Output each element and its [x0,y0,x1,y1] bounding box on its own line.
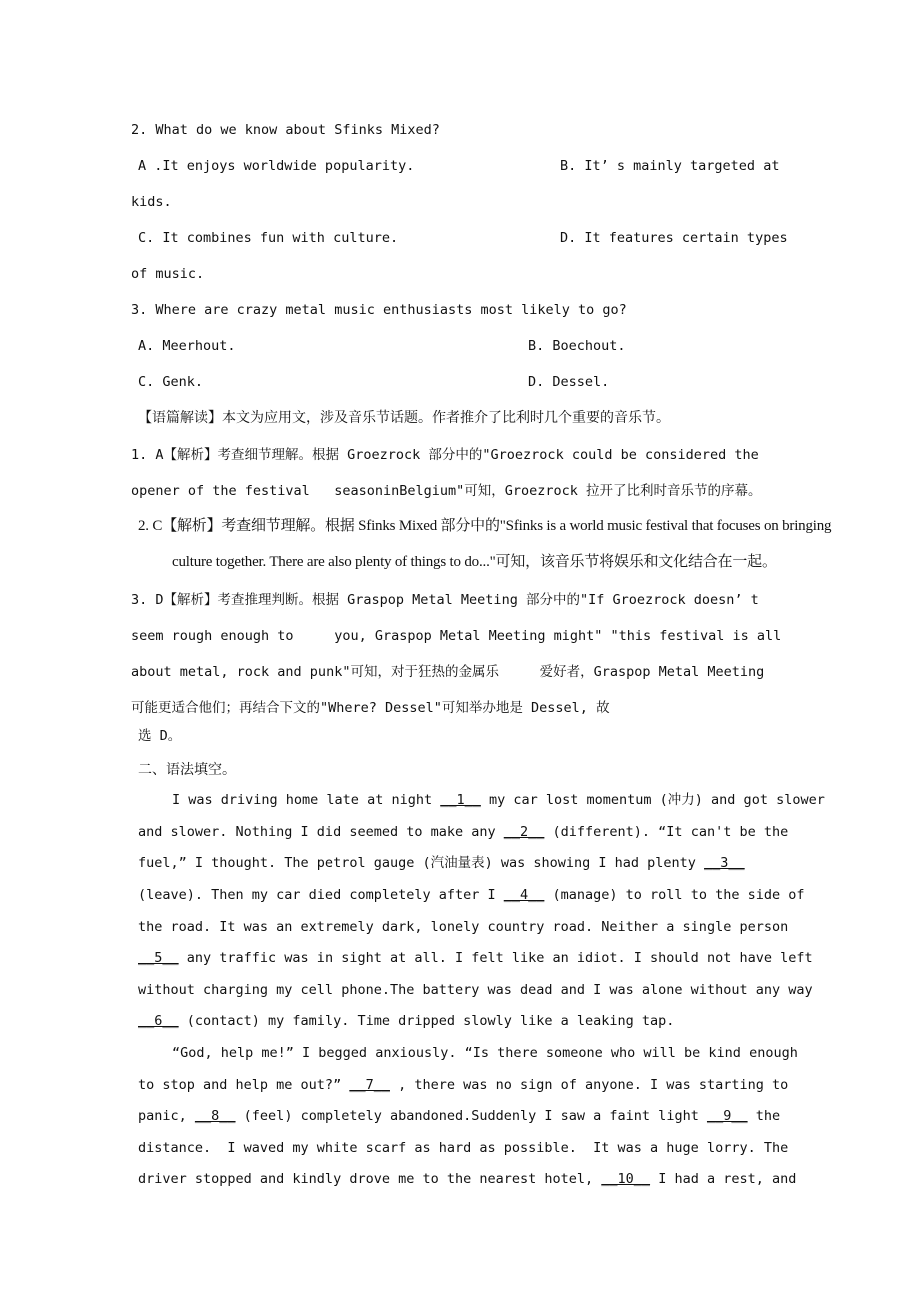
q2-option-a: A .It enjoys worldwide popularity. [138,158,415,174]
p1-line-6 [138,948,813,968]
analysis-3-line-4: 可能更适合他们；再结合下文的"Where? Dessel"可知举办地是 Dessel, 故 [131,700,610,716]
q2-option-c: C. It combines fun with culture. [138,230,399,246]
text-run: panic, [138,1108,195,1124]
p1-line-8 [138,1011,674,1031]
q3-option-c: C. Genk. [138,374,204,390]
blank-6[interactable]: __6__ [138,1013,179,1029]
q2-stem: 2. What do we know about Sfinks Mixed? [131,122,440,138]
analysis-intro: 【语篇解读】本文为应用文，涉及音乐节话题。作者推介了比利时几个重要的音乐节。 [138,410,670,426]
p2-line-1: “God, help me!” I begged anxiously. “Is there someone who will be kind enough [172,1045,798,1061]
blank-8[interactable]: __8__ [194,1108,236,1124]
p2-line-3 [138,1106,780,1126]
text-run: (contact) my family. Time dripped slowly like a leaking tap. [178,1013,675,1029]
analysis-3-line-3: about metal, rock and punk"可知，对于狂热的金属乐 爱好者，Graspop Metal Meeting [131,664,765,680]
q2-option-d: D. It features certain types [560,230,788,246]
text-run: I was driving home late at night [172,792,441,808]
text-run: (manage) to roll to the side of [544,887,805,903]
text-run: (leave). Then my car died completely after I [138,887,504,903]
analysis-3-line-1: 3. D【解析】考查推理判断。根据 Graspop Metal Meeting 部分中的"If Groezrock doesn’ t [131,592,759,608]
p1-line-5: the road. It was an extremely dark, lonely country road. Neither a single person [138,919,789,935]
analysis-1-line-1: 1. A【解析】考查细节理解。根据 Groezrock 部分中的"Groezrock could be considered the [131,447,759,463]
q3-stem: 3. Where are crazy metal music enthusiasts most likely to go? [131,302,627,318]
blank-10[interactable]: __10__ [601,1171,651,1187]
q2-option-d-cont: of music. [131,266,205,282]
p1-line-7: without charging my cell phone.The battery was dead and I was alone without any way [138,982,813,998]
text-run: fuel,” I thought. The petrol gauge (汽油量表) was showing I had plenty [138,855,705,871]
text-run: (feel) completely abandoned.Suddenly I saw a faint light [235,1108,707,1124]
p1-line-2 [138,822,788,842]
p1-line-3 [138,853,745,873]
analysis-1-line-2: opener of the festival seasoninBelgium"可知，Groezrock 拉开了比利时音乐节的序幕。 [131,483,762,499]
blank-3[interactable]: __3__ [704,855,745,871]
text-run: any traffic was in sight at all. I felt like an idiot. I should not have left [178,950,813,966]
text-run: I had a rest, and [650,1171,797,1187]
blank-9[interactable]: __9__ [706,1108,748,1124]
text-run: , there was no sign of anyone. I was starting to [389,1077,789,1093]
text-run: the [747,1108,781,1124]
blank-4[interactable]: __4__ [503,887,545,903]
blank-1[interactable]: __1__ [440,792,481,808]
p1-line-1 [172,790,825,810]
p1-line-4 [138,885,804,905]
q3-option-b: B. Boechout. [528,338,626,354]
analysis-2-line-2: culture together. There are also plenty of things to do..."可知，该音乐节将娱乐和文化结合在一起。 [172,554,777,570]
text-run: driver stopped and kindly drove me to the nearest hotel, [138,1171,602,1187]
text-run: my car lost momentum (冲力) and got slower [480,792,825,808]
text-run: and slower. Nothing I did seemed to make any [138,824,504,840]
analysis-2-line-1: 2. C【解析】考查细节理解。根据 Sfinks Mixed 部分中的"Sfinks is a world music festival that focuses on bringing [138,518,832,534]
q2-option-b: B. It’ s mainly targeted at [560,158,780,174]
p2-line-4: distance. I waved my white scarf as hard as possible. It was a huge lorry. The [138,1140,789,1156]
analysis-3-line-2: seem rough enough to you, Graspop Metal Meeting might" "this festival is all [131,628,782,644]
blank-5[interactable]: __5__ [138,950,179,966]
p2-line-5 [138,1169,796,1189]
p2-line-2 [138,1075,788,1095]
q2-option-b-cont: kids. [131,194,172,210]
grammar-section-title: 二、语法填空。 [138,762,236,778]
blank-7[interactable]: __7__ [349,1077,390,1093]
q3-option-a: A. Meerhout. [138,338,236,354]
text-run: to stop and help me out?” [138,1077,350,1093]
blank-2[interactable]: __2__ [503,824,545,840]
analysis-3-line-5: 选 D。 [138,728,182,744]
q3-option-d: D. Dessel. [528,374,610,390]
text-run: (different). “It can't be the [544,824,789,840]
